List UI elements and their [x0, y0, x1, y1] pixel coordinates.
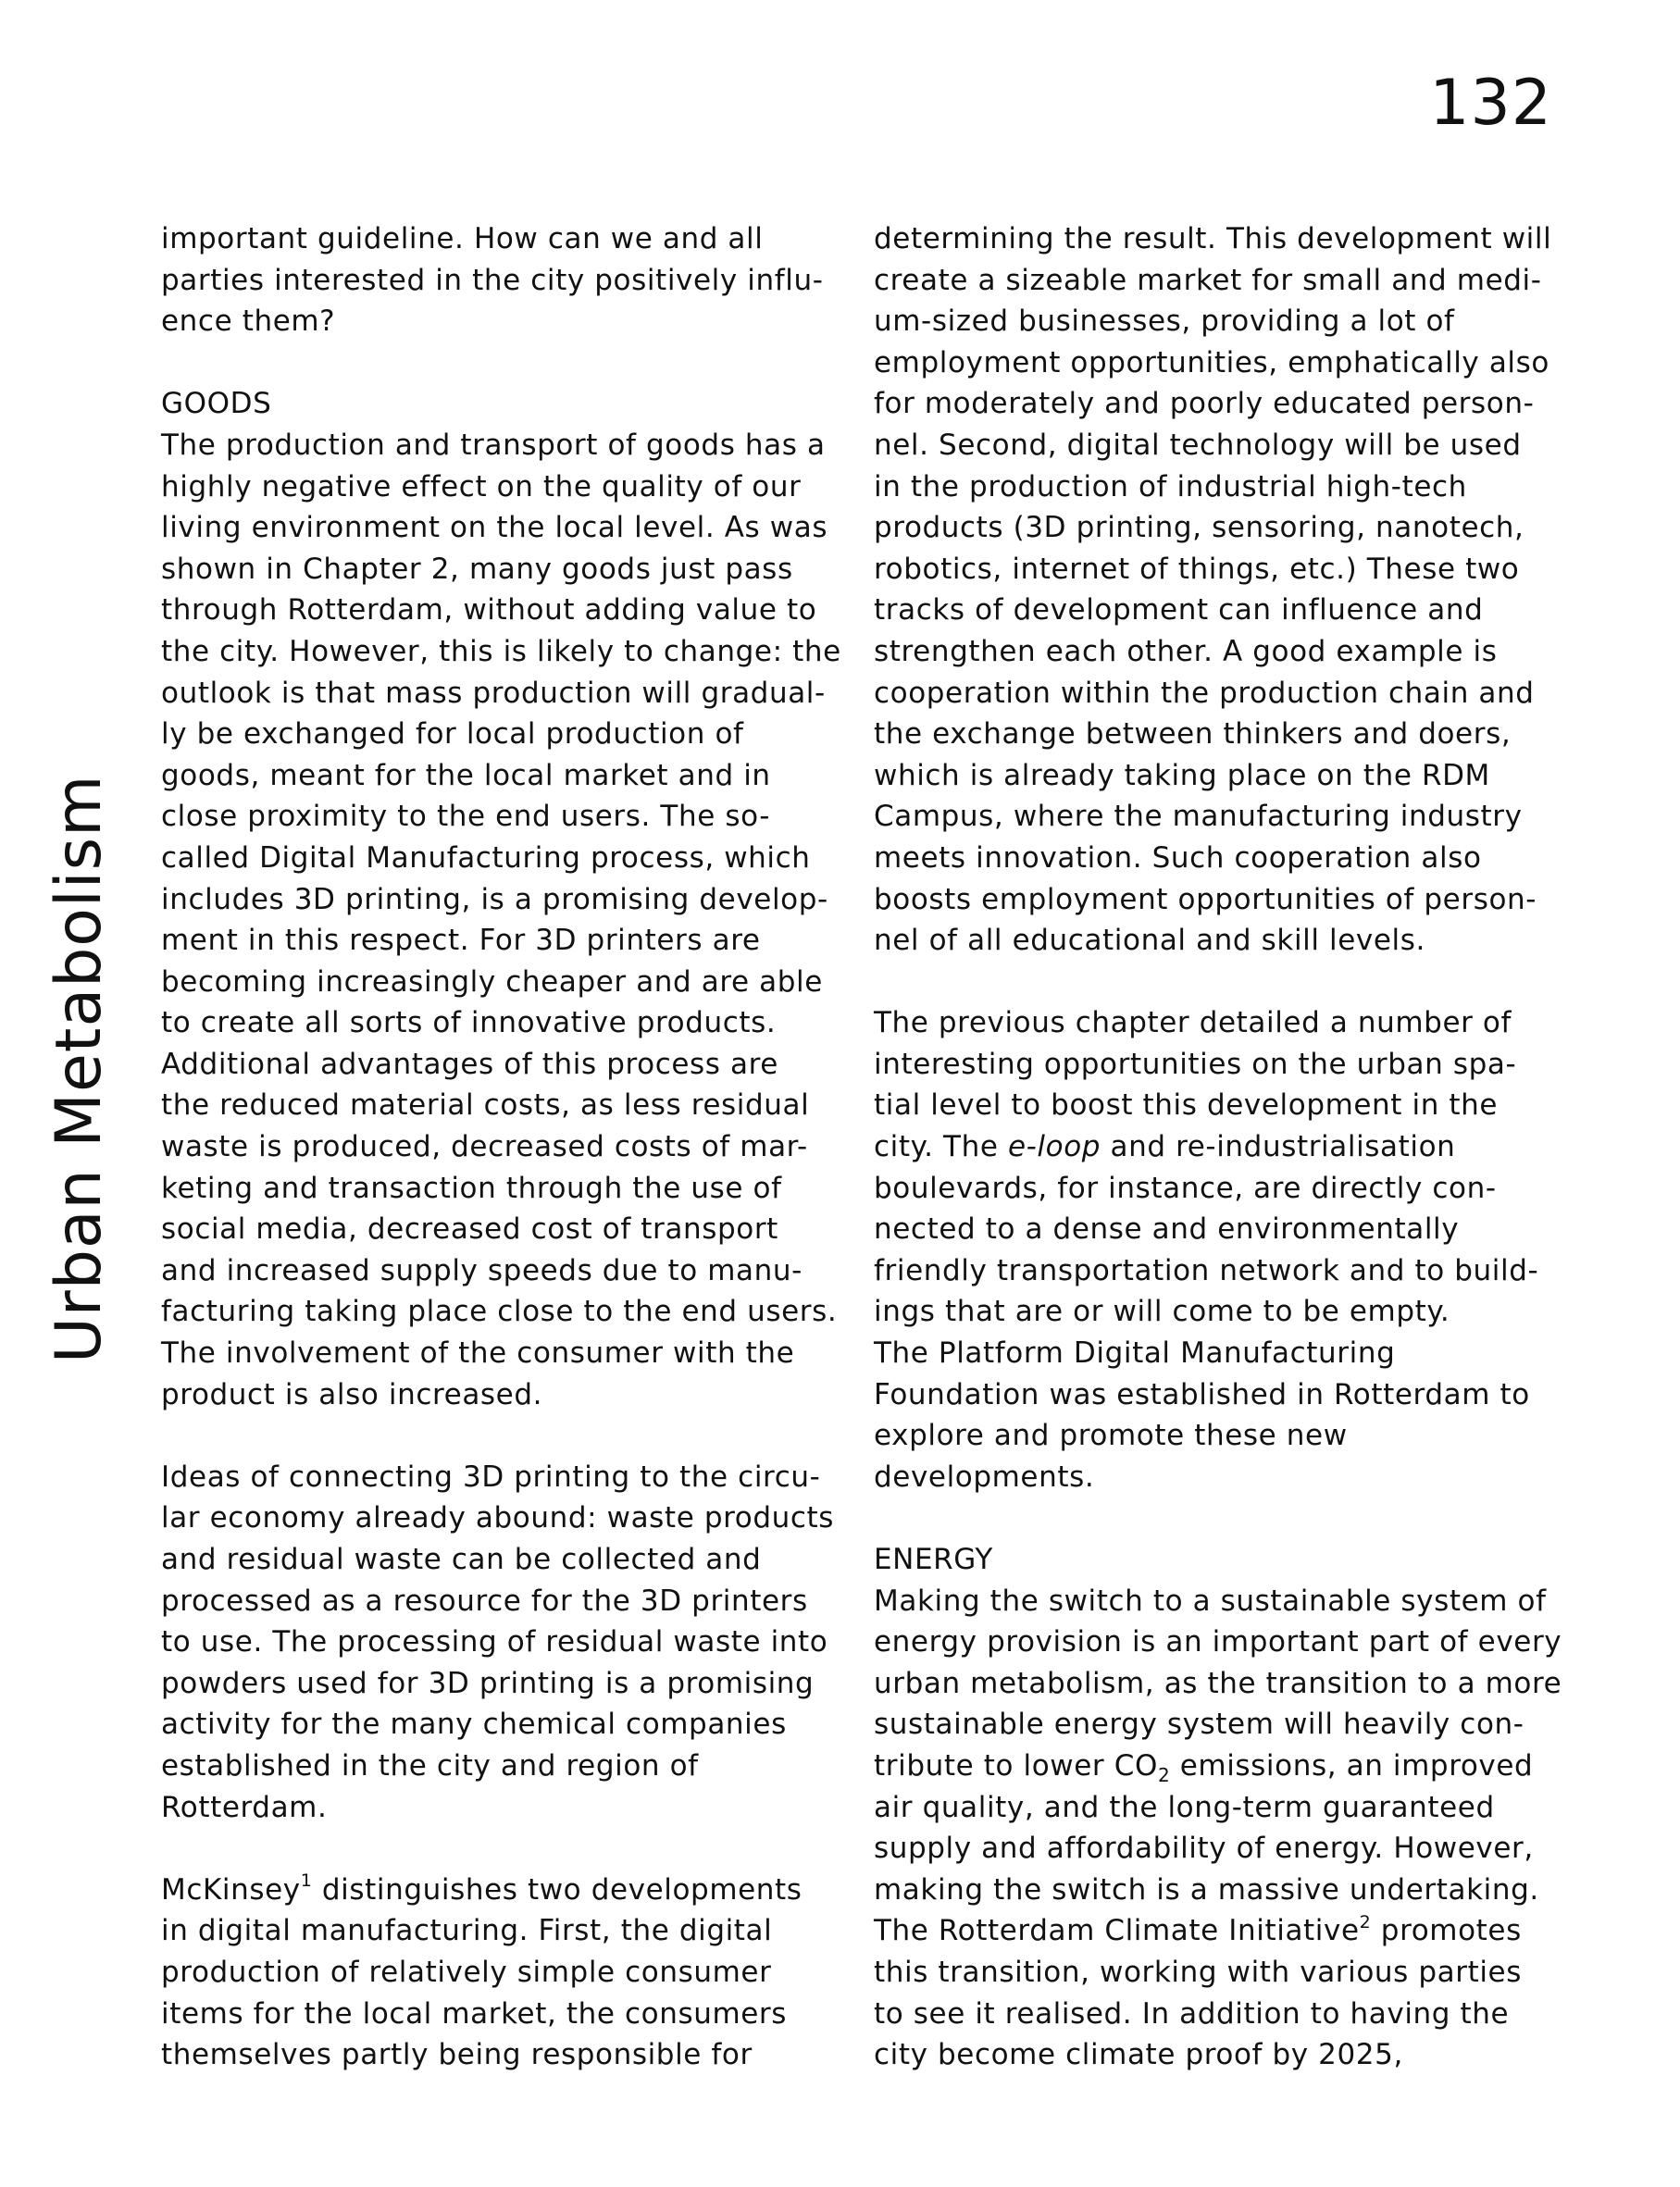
text-line: the exchange between thinkers and doers, [874, 717, 1512, 752]
text-line: which is already taking place on the RDM [874, 758, 1490, 792]
paragraph [874, 1002, 1559, 1126]
paragraph [161, 425, 846, 1415]
text-line: ment in this respect. For 3D printers are [161, 924, 761, 958]
text-line: called Digital Manufacturing process, which [161, 840, 811, 875]
text-line: ence them? [161, 304, 336, 339]
text-line: The previous chapter detailed a number of [874, 1006, 1512, 1040]
text-line: employment opportunities, emphatically also [874, 345, 1549, 379]
text-line: city become climate proof by 2025, [874, 2038, 1403, 2072]
text-line: items for the local market, the consumers [161, 1996, 788, 2031]
text-line: established in the city and region of [161, 1748, 699, 1783]
text-line: product is also increased. [161, 1377, 543, 1411]
text-line: living environment on the local level. As was [161, 511, 828, 545]
subscript: 2 [1157, 1764, 1171, 1787]
text-line: parties interested in the city positively influ- [161, 263, 824, 297]
text-line: nel. Second, digital technology will be used [874, 428, 1522, 462]
text-line: through Rotterdam, without adding value to [161, 593, 817, 628]
text-line: the reduced material costs, as less residual [161, 1088, 810, 1123]
text-line: determining the result. This development will [874, 222, 1552, 255]
text-line: facturing taking place close to the end users. [161, 1295, 838, 1329]
text-line: supply and affordability of energy. However, [874, 1832, 1534, 1866]
paragraph [874, 218, 1559, 962]
right-column [874, 218, 1562, 2076]
text-line: waste is produced, decreased costs of mar- [161, 1130, 808, 1164]
text-line: urban metabolism, as the transition to a more [874, 1666, 1562, 1700]
text-line: powders used for 3D printing is a promising [161, 1666, 815, 1700]
text-line: cooperation within the production chain and [874, 676, 1535, 710]
left-column [161, 218, 846, 2076]
emphasis: e-loop [1007, 1130, 1101, 1164]
footnote-marker: 1 [300, 1870, 313, 1892]
text-line: highly negative effect on the quality of our [161, 469, 802, 503]
text-line: Foundation was established in Rotterdam to [874, 1377, 1530, 1411]
text-line: strengthen each other. A good example is [874, 634, 1498, 668]
text-line: goods, meant for the local market and in [161, 758, 771, 792]
text-line: um-sized businesses, providing a lot of [874, 304, 1455, 339]
text-line: robotics, internet of things, etc.) These two [874, 552, 1520, 586]
text-line: nel of all educational and skill levels. [874, 924, 1425, 958]
text-line: developments. [874, 1460, 1095, 1494]
text-line: products (3D printing, sensoring, nanotech, [874, 511, 1524, 545]
text-line: Additional advantages of this process are [161, 1047, 778, 1081]
text-line: ings that are or will come to be empty. [874, 1295, 1450, 1329]
text-line: energy provision is an important part of every [874, 1625, 1562, 1659]
text-line: boosts employment opportunities of person- [874, 882, 1537, 916]
text-line: The Platform Digital Manufacturing [874, 1336, 1396, 1371]
text-line: production of relatively simple consumer [161, 1955, 772, 1989]
text-line: to see it realised. In addition to having the [874, 1996, 1510, 2031]
text-line: friendly transportation network and to build- [874, 1253, 1539, 1287]
text-line: lar economy already abound: waste products [161, 1501, 834, 1535]
text-line: Making the switch to a sustainable system of [874, 1584, 1547, 1618]
text-line: to use. The processing of residual waste into [161, 1625, 828, 1659]
text-line: city. The e-loop and re-industrialisation [874, 1130, 1456, 1164]
text-line: The production and transport of goods has a [161, 428, 826, 462]
text-line: tial level to boost this development in the [874, 1088, 1499, 1123]
text-line: important guideline. How can we and all [161, 222, 764, 255]
paragraph [161, 1910, 846, 2075]
paragraph [874, 1581, 1562, 1746]
text-line: explore and promote these new [874, 1419, 1348, 1453]
text-line: becoming increasingly cheaper and are able [161, 964, 823, 999]
goods-heading: GOODS [161, 387, 272, 421]
text-line: themselves partly being responsible for [161, 2038, 753, 2072]
paragraph [874, 1168, 1559, 1498]
paragraph [874, 1787, 1559, 1911]
paragraph [161, 1457, 846, 1828]
text-line: the city. However, this is likely to change: the [161, 634, 841, 668]
text-line: The Rotterdam Climate Initiative$^2$ promotes [874, 1912, 1522, 1948]
paragraph [874, 1952, 1559, 2076]
text-line: nected to a dense and environmentally [874, 1212, 1460, 1247]
footnote-marker: 2 [1359, 1912, 1372, 1933]
text-line: sustainable energy system will heavily con- [874, 1708, 1524, 1742]
text-line: Campus, where the manufacturing industry [874, 800, 1523, 834]
text-line: interesting opportunities on the urban spa- [874, 1047, 1517, 1081]
text-line: includes 3D printing, is a promising develop- [161, 882, 828, 916]
text-line: in digital manufacturing. First, the digital [161, 1914, 773, 1948]
text-line: close proximity to the end users. The so- [161, 800, 770, 834]
text-line: this transition, working with various parties [874, 1955, 1522, 1989]
text-line: keting and transaction through the use of [161, 1171, 782, 1205]
text-line: in the production of industrial high-tech [874, 469, 1467, 503]
text-line: and increased supply speeds due to manu- [161, 1253, 803, 1287]
text-line: activity for the many chemical companies [161, 1708, 787, 1742]
text-line: Ideas of connecting 3D printing to the circu- [161, 1460, 821, 1494]
text-line: to create all sorts of innovative products. [161, 1006, 777, 1040]
text-line: for moderately and poorly educated person- [874, 387, 1535, 421]
text-line: tribute to lower $CO_2$ emissions, an improved [874, 1748, 1534, 1787]
text-line: shown in Chapter 2, many goods just pass [161, 552, 793, 586]
energy-heading: ENERGY [874, 1543, 993, 1576]
text-line: The involvement of the consumer with the [161, 1336, 795, 1371]
text-line: making the switch is a massive undertaking. [874, 1872, 1539, 1907]
text-line: boulevards, for instance, are directly con- [874, 1171, 1497, 1205]
text-line: create a sizeable market for small and medi- [874, 263, 1542, 297]
text-line: ly be exchanged for local production of [161, 717, 744, 752]
text-line: processed as a resource for the 3D printers [161, 1584, 808, 1618]
text-line: and residual waste can be collected and [161, 1543, 762, 1576]
section-title: Urban Metabolism [43, 774, 116, 1363]
text-line: social media, decreased cost of transport [161, 1212, 778, 1247]
text-line: tracks of development can influence and [874, 593, 1484, 628]
page-number: 132 [1429, 67, 1552, 140]
text-line: Rotterdam. [161, 1790, 328, 1824]
paragraph [161, 218, 846, 342]
text-line: McKinsey$^1$ distinguishes two developments [161, 1870, 803, 1907]
text-line: meets innovation. Such cooperation also [874, 840, 1482, 875]
text-line: outlook is that mass production will gradual- [161, 676, 826, 710]
text-line: air quality, and the long-term guaranteed [874, 1790, 1495, 1824]
